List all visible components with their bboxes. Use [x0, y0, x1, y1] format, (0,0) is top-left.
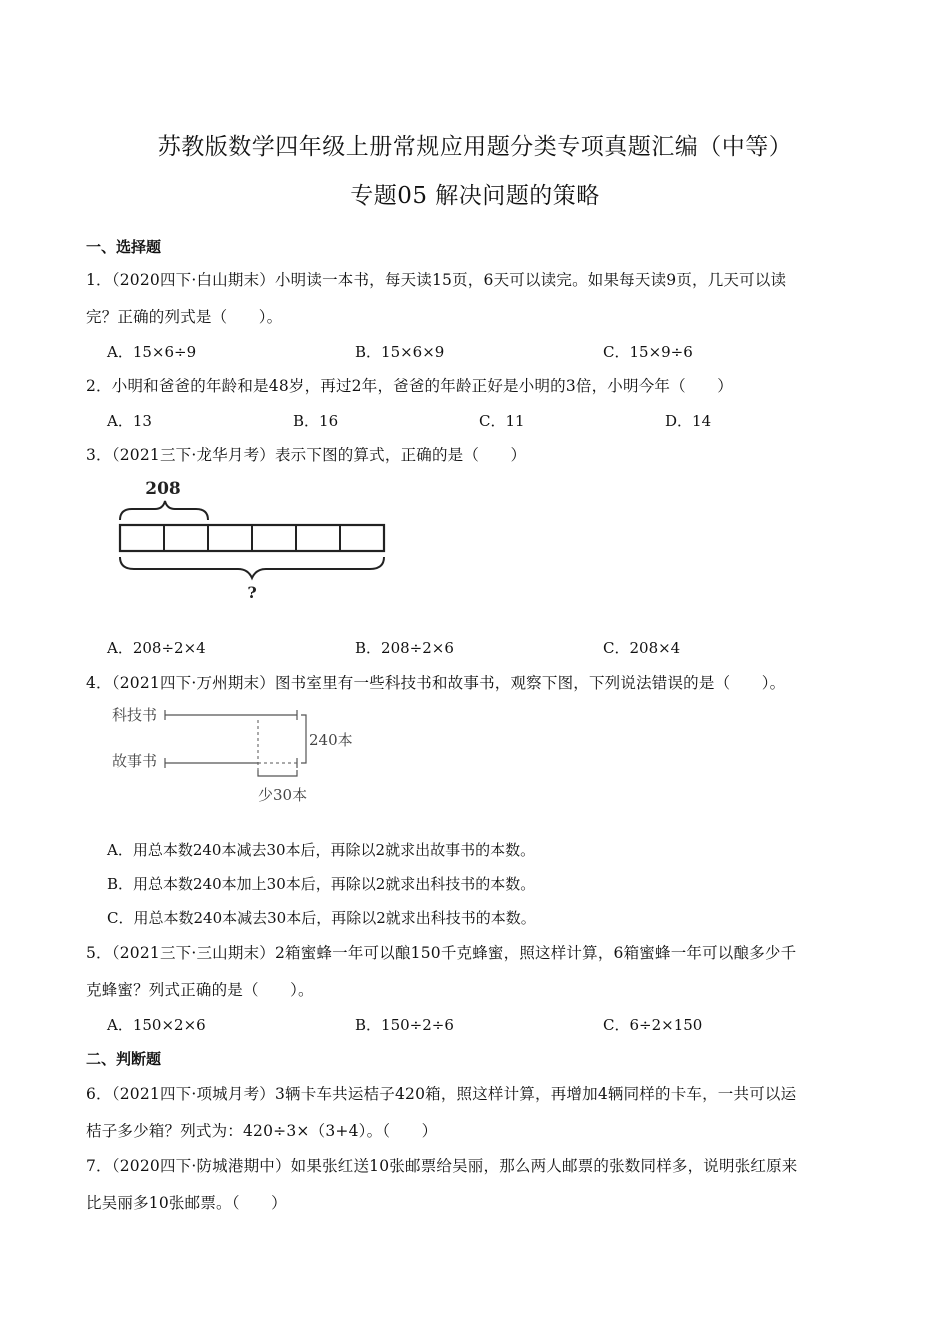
question-5-option-b[interactable]: B．150÷2÷6 — [355, 1016, 454, 1034]
question-2-option-b[interactable]: B．16 — [293, 412, 339, 430]
figure-total-label: 240本 — [309, 731, 353, 749]
question-4-line-1: 4．（2021四下·万州期末）图书室里有一些科技书和故事书，观察下图，下列说法错误的是（ ）。 — [86, 674, 786, 692]
question-4-figure — [110, 700, 360, 810]
figure-top-label: 208 — [145, 479, 181, 499]
question-6-line-1: 6．（2021四下·项城月考）3辆卡车共运桔子420箱，照这样计算，再增加4辆同样的卡车，一共可以运 — [86, 1085, 797, 1103]
question-1-option-b[interactable]: B．15×6×9 — [355, 343, 445, 361]
question-2-option-d[interactable]: D．14 — [665, 412, 712, 430]
question-3-option-a[interactable]: A．208÷2×4 — [107, 639, 206, 657]
question-2-option-c[interactable]: C．11 — [479, 412, 525, 430]
figure-total-bracket — [301, 715, 306, 763]
question-6-line-2: 桔子多少箱？列式为：420÷3×（3+4）。（ ） — [86, 1122, 438, 1140]
question-2-line-1: 2．小明和爸爸的年龄和是48岁，再过2年，爸爸的年龄正好是小明的3倍，小明今年（ ） — [86, 377, 733, 395]
question-3-option-b[interactable]: B．208÷2×6 — [355, 639, 454, 657]
question-5-line-2: 克蜂蜜？列式正确的是（ ）。 — [86, 981, 314, 999]
figure-bottom-brace — [120, 557, 384, 578]
question-1-line-2: 完？正确的列式是（ ）。 — [86, 308, 283, 326]
figure-difference-bracket — [258, 770, 297, 776]
question-4-option-b[interactable]: B．用总本数240本加上30本后，再除以2就求出科技书的本数。 — [107, 875, 536, 893]
question-3-option-c[interactable]: C．208×4 — [603, 639, 681, 657]
question-5-line-1: 5．（2021三下·三山期末）2箱蜜蜂一年可以酿150千克蜂蜜，照这样计算，6箱蜜蜂一年可以酿多少千 — [86, 944, 797, 962]
figure-label-science: 科技书 — [112, 706, 158, 724]
question-1-option-c[interactable]: C．15×9÷6 — [603, 343, 693, 361]
question-5-option-c[interactable]: C．6÷2×150 — [603, 1016, 703, 1034]
question-3-figure — [110, 475, 400, 605]
question-7-line-2: 比吴丽多10张邮票。（ ） — [86, 1194, 287, 1212]
question-5-option-a[interactable]: A．150×2×6 — [107, 1016, 206, 1034]
question-4-option-a[interactable]: A．用总本数240本减去30本后，再除以2就求出故事书的本数。 — [107, 841, 536, 859]
document-title: 苏教版数学四年级上册常规应用题分类专项真题汇编（中等） — [157, 134, 793, 160]
figure-label-story: 故事书 — [112, 752, 158, 770]
question-2-option-a[interactable]: A．13 — [107, 412, 152, 430]
document-subtitle: 专题05 解决问题的策略 — [350, 183, 600, 209]
question-1-line-1: 1．（2020四下·白山期末）小明读一本书，每天读15页，6天可以读完。如果每天读9页，几天可以读 — [86, 271, 787, 289]
question-4-option-c[interactable]: C．用总本数240本减去30本后，再除以2就求出科技书的本数。 — [107, 909, 536, 927]
figure-bottom-label: ? — [247, 583, 257, 602]
figure-difference-label: 少30本 — [258, 786, 308, 804]
question-3-line-1: 3．（2021三下·龙华月考）表示下图的算式，正确的是（ ） — [86, 446, 527, 464]
question-1-option-a[interactable]: A．15×6÷9 — [107, 343, 197, 361]
section-heading-choice: 一、选择题 — [86, 238, 162, 256]
question-7-line-1: 7．（2020四下·防城港期中）如果张红送10张邮票给吴丽，那么两人邮票的张数同样多，说明张红原来 — [86, 1157, 798, 1175]
figure-top-brace — [120, 501, 208, 520]
section-heading-judgement: 二、判断题 — [86, 1050, 162, 1068]
